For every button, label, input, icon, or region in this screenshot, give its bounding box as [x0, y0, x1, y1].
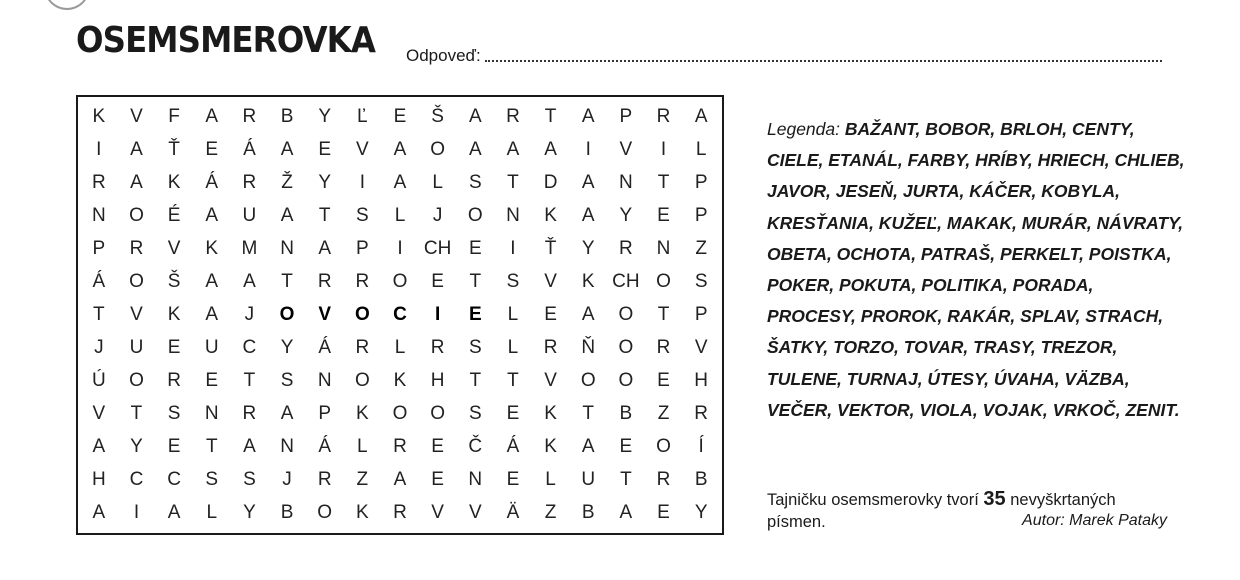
- grid-cell[interactable]: E: [205, 369, 219, 391]
- grid-cell[interactable]: A: [506, 139, 520, 161]
- grid-cell[interactable]: É: [167, 205, 181, 227]
- corner-decoration: [44, 0, 90, 10]
- grid-cell[interactable]: K: [581, 271, 595, 293]
- grid-cell[interactable]: O: [279, 303, 295, 325]
- grid-cell[interactable]: L: [507, 336, 519, 358]
- grid-cell[interactable]: R: [393, 501, 407, 523]
- grid-cell[interactable]: O: [129, 205, 144, 227]
- grid-cell[interactable]: Y: [318, 172, 332, 194]
- grid-cell[interactable]: R: [355, 336, 370, 358]
- legend-label: Legenda:: [767, 119, 840, 139]
- grid-cell[interactable]: Y: [619, 205, 633, 227]
- grid-cell[interactable]: R: [317, 271, 332, 293]
- grid-cell[interactable]: V: [130, 106, 143, 128]
- footer-count: 35: [983, 488, 1006, 510]
- grid-cell[interactable]: S: [243, 468, 256, 490]
- grid-cell[interactable]: V: [694, 336, 708, 358]
- grid-cell[interactable]: A: [581, 205, 595, 227]
- grid-cell[interactable]: P: [694, 205, 708, 227]
- grid-cell[interactable]: I: [435, 303, 441, 325]
- grid-cell[interactable]: A: [318, 238, 332, 260]
- grid-cell[interactable]: A: [243, 435, 256, 457]
- grid-cell[interactable]: A: [243, 271, 256, 293]
- grid-cell[interactable]: U: [204, 336, 219, 358]
- grid-cell[interactable]: N: [656, 238, 671, 260]
- grid-cell[interactable]: Ž: [281, 172, 293, 194]
- letter-grid: [76, 95, 724, 535]
- grid-cell[interactable]: S: [694, 271, 708, 293]
- grid-cell[interactable]: O: [129, 369, 144, 391]
- grid-cell[interactable]: Y: [130, 435, 143, 457]
- grid-cell[interactable]: I: [397, 238, 403, 260]
- grid-cell[interactable]: A: [581, 172, 595, 194]
- grid-cell[interactable]: R: [393, 435, 407, 457]
- grid-cell[interactable]: Z: [356, 468, 369, 490]
- grid-cell[interactable]: O: [129, 271, 144, 293]
- grid-cell[interactable]: R: [317, 468, 332, 490]
- grid-cell[interactable]: A: [468, 139, 482, 161]
- grid-cell[interactable]: O: [618, 303, 634, 325]
- grid-cell[interactable]: O: [317, 501, 333, 523]
- grid-cell[interactable]: E: [657, 369, 670, 391]
- footer-text-after: nevyškrtaných písmen.: [767, 491, 1116, 531]
- grid-cell[interactable]: K: [393, 369, 407, 391]
- grid-cell[interactable]: O: [430, 139, 446, 161]
- grid-cell[interactable]: O: [392, 402, 408, 424]
- grid-cell[interactable]: A: [167, 501, 181, 523]
- grid-cell[interactable]: R: [242, 402, 257, 424]
- grid-cell[interactable]: B: [619, 402, 633, 424]
- grid-cell[interactable]: I: [133, 501, 140, 523]
- grid-cell[interactable]: L: [695, 139, 707, 161]
- grid-cell[interactable]: CH: [612, 271, 640, 293]
- grid-cell[interactable]: N: [280, 238, 294, 260]
- grid-cell[interactable]: O: [618, 336, 634, 358]
- grid-cell[interactable]: K: [92, 106, 106, 128]
- grid-cell[interactable]: Z: [544, 501, 557, 523]
- grid-cell[interactable]: E: [657, 501, 670, 523]
- grid-cell[interactable]: H: [91, 468, 106, 490]
- grid-cell[interactable]: A: [280, 139, 294, 161]
- grid-cell[interactable]: K: [167, 303, 181, 325]
- grid-cell[interactable]: A: [205, 303, 219, 325]
- grid-cell[interactable]: L: [394, 336, 406, 358]
- grid-cell[interactable]: R: [129, 238, 144, 260]
- grid-cell[interactable]: A: [205, 205, 219, 227]
- grid-cell[interactable]: Y: [280, 336, 294, 358]
- grid-cell[interactable]: B: [694, 468, 708, 490]
- grid-cell[interactable]: J: [244, 303, 255, 325]
- grid-cell[interactable]: P: [92, 238, 106, 260]
- grid-cell[interactable]: A: [581, 435, 595, 457]
- grid-cell[interactable]: V: [167, 238, 181, 260]
- grid-cell[interactable]: T: [93, 303, 105, 325]
- grid-cell[interactable]: R: [355, 271, 370, 293]
- grid-cell[interactable]: C: [393, 303, 407, 325]
- grid-cell[interactable]: A: [130, 172, 143, 194]
- grid-cell[interactable]: E: [318, 139, 332, 161]
- grid-cell[interactable]: O: [354, 303, 370, 325]
- grid-cell[interactable]: R: [656, 468, 671, 490]
- grid-cell[interactable]: K: [356, 402, 369, 424]
- grid-cell[interactable]: P: [694, 303, 708, 325]
- grid-cell[interactable]: B: [280, 501, 294, 523]
- grid-cell[interactable]: S: [167, 402, 181, 424]
- grid-cell[interactable]: E: [506, 402, 520, 424]
- grid-cell[interactable]: Ť: [168, 139, 180, 161]
- grid-cell[interactable]: T: [657, 172, 670, 194]
- grid-cell[interactable]: S: [205, 468, 219, 490]
- grid-cell[interactable]: E: [431, 271, 444, 293]
- grid-cell[interactable]: E: [506, 468, 520, 490]
- grid-cell[interactable]: O: [656, 435, 671, 457]
- grid-cell[interactable]: Z: [695, 238, 707, 260]
- grid-cell[interactable]: K: [544, 205, 557, 227]
- grid-cell[interactable]: O: [656, 271, 671, 293]
- grid-cell[interactable]: O: [580, 369, 596, 391]
- grid-cell[interactable]: T: [582, 402, 595, 424]
- grid-cell[interactable]: A: [205, 106, 219, 128]
- grid-cell[interactable]: O: [392, 271, 408, 293]
- grid-cell[interactable]: E: [167, 336, 181, 358]
- grid-cell[interactable]: E: [431, 468, 444, 490]
- grid-cell[interactable]: R: [543, 336, 558, 358]
- grid-cell[interactable]: E: [393, 106, 407, 128]
- grid-cell[interactable]: Ň: [581, 336, 596, 358]
- grid-cell[interactable]: J: [282, 468, 292, 490]
- grid-cell[interactable]: A: [581, 106, 595, 128]
- grid-cell[interactable]: Á: [205, 172, 219, 194]
- grid-cell[interactable]: S: [506, 271, 520, 293]
- grid-cell[interactable]: T: [205, 435, 218, 457]
- grid-cell[interactable]: O: [430, 402, 446, 424]
- grid-cell[interactable]: L: [545, 468, 556, 490]
- grid-cell[interactable]: V: [356, 139, 369, 161]
- grid-cell[interactable]: A: [619, 501, 633, 523]
- grid-cell[interactable]: T: [243, 369, 256, 391]
- grid-cell[interactable]: K: [356, 501, 369, 523]
- grid-cell[interactable]: CH: [423, 238, 452, 260]
- grid-cell[interactable]: A: [694, 106, 708, 128]
- answer-label: Odpoveď:: [406, 46, 481, 65]
- grid-cell[interactable]: R: [91, 172, 106, 194]
- grid-cell[interactable]: A: [280, 402, 294, 424]
- grid-cell[interactable]: C: [242, 336, 257, 358]
- grid-cell[interactable]: E: [544, 303, 557, 325]
- answer-line[interactable]: [406, 46, 1162, 66]
- grid-cell[interactable]: O: [618, 369, 634, 391]
- author-credit: Autor: Marek Pataky: [1022, 512, 1167, 529]
- grid-cell[interactable]: L: [206, 501, 218, 523]
- grid-cell[interactable]: E: [468, 303, 482, 325]
- grid-cell[interactable]: K: [544, 435, 557, 457]
- grid-cell[interactable]: P: [694, 172, 708, 194]
- grid-cell[interactable]: O: [354, 369, 370, 391]
- grid-cell[interactable]: I: [510, 238, 516, 260]
- grid-cell[interactable]: Á: [506, 435, 520, 457]
- grid-cell[interactable]: T: [130, 402, 143, 424]
- grid-cell[interactable]: P: [318, 402, 332, 424]
- grid-cell[interactable]: Ú: [91, 369, 106, 391]
- grid-cell[interactable]: U: [242, 205, 257, 227]
- footer-text-before: Tajničku osemsmerovky tvorí: [767, 491, 979, 509]
- grid-cell[interactable]: R: [242, 106, 257, 128]
- grid-cell[interactable]: Ľ: [357, 106, 368, 128]
- grid-cell[interactable]: M: [241, 238, 258, 260]
- grid-cell[interactable]: E: [431, 435, 444, 457]
- grid-cell[interactable]: Ä: [506, 501, 520, 523]
- grid-cell[interactable]: A: [92, 435, 106, 457]
- grid-cell[interactable]: A: [468, 106, 482, 128]
- grid-cell[interactable]: I: [660, 139, 667, 161]
- grid-cell[interactable]: A: [393, 139, 407, 161]
- grid-cell[interactable]: V: [431, 501, 444, 523]
- grid-cell[interactable]: E: [657, 205, 670, 227]
- grid-cell[interactable]: V: [92, 402, 106, 424]
- grid-cell[interactable]: H: [430, 369, 445, 391]
- grid-cell[interactable]: K: [205, 238, 219, 260]
- grid-cell[interactable]: R: [656, 336, 671, 358]
- grid-cell[interactable]: E: [167, 435, 181, 457]
- grid-cell[interactable]: Y: [581, 238, 595, 260]
- grid-cell[interactable]: T: [620, 468, 632, 490]
- grid-cell[interactable]: L: [507, 303, 519, 325]
- grid-cell[interactable]: V: [544, 271, 557, 293]
- grid-cell[interactable]: U: [129, 336, 144, 358]
- grid-cell[interactable]: N: [506, 205, 520, 227]
- grid-cell[interactable]: S: [356, 205, 369, 227]
- grid-cell[interactable]: A: [393, 468, 407, 490]
- grid-cell[interactable]: E: [619, 435, 633, 457]
- grid-cell[interactable]: B: [280, 106, 294, 128]
- grid-cell[interactable]: R: [242, 172, 257, 194]
- grid-cell[interactable]: N: [91, 205, 106, 227]
- grid-cell[interactable]: T: [544, 106, 557, 128]
- grid-cell[interactable]: D: [543, 172, 558, 194]
- grid-cell[interactable]: Ť: [544, 238, 557, 260]
- grid-cell[interactable]: Á: [92, 271, 106, 293]
- grid-cell[interactable]: N: [280, 435, 294, 457]
- grid-cell[interactable]: T: [507, 172, 519, 194]
- grid-cell[interactable]: A: [130, 139, 143, 161]
- grid-cell[interactable]: C: [129, 468, 144, 490]
- grid-cell[interactable]: J: [432, 205, 443, 227]
- grid-cell[interactable]: H: [694, 369, 709, 391]
- grid-cell[interactable]: A: [205, 271, 219, 293]
- grid-cell[interactable]: T: [469, 369, 482, 391]
- legend-words: BAŽANT, BOBOR, BRLOH, CENTY, CIELE, ETANÁL, FARBY, HRÍBY, HRIECH, CHLIEB, JAVOR, JESEŇ, JURTA, KÁČER, KOBYLA, KRESŤANIA, KUŽEĽ, MAKAK, MURÁR, NÁVRATY, OBETA, OCHOTA, PATRAŠ, PERKELT, POISTKA, POKER, POKUTA, POLITIKA, PORADA, PROCESY, PROROK, RAKÁR, SPLAV, STRACH, ŠATKY, TORZO, TOVAR, TRASY, TREZOR, TULENE, TURNAJ, ÚTESY, ÚVAHA, VÄZBA, VEČER, VEKTOR, VIOLA, VOJAK, VRKOČ, ZENIT.: [767, 119, 1185, 420]
- grid-cell[interactable]: S: [280, 369, 294, 391]
- grid-cell[interactable]: F: [168, 106, 180, 128]
- grid-cell[interactable]: Š: [431, 106, 444, 128]
- grid-cell[interactable]: N: [619, 172, 633, 194]
- legend: [767, 114, 1187, 426]
- grid-cell[interactable]: A: [280, 205, 294, 227]
- grid-cell[interactable]: R: [694, 402, 709, 424]
- grid-cell[interactable]: R: [656, 106, 671, 128]
- grid-cell[interactable]: T: [318, 205, 331, 227]
- grid-cell[interactable]: P: [619, 106, 633, 128]
- grid-cell[interactable]: U: [581, 468, 596, 490]
- grid-cell[interactable]: Y: [694, 501, 708, 523]
- grid-cell[interactable]: N: [317, 369, 332, 391]
- grid-cell[interactable]: K: [544, 402, 557, 424]
- grid-cell[interactable]: A: [393, 172, 407, 194]
- grid-cell[interactable]: Á: [243, 139, 256, 161]
- grid-cell[interactable]: T: [469, 271, 482, 293]
- grid-cell[interactable]: R: [506, 106, 520, 128]
- grid-cell[interactable]: R: [619, 238, 633, 260]
- grid-cell[interactable]: R: [167, 369, 181, 391]
- grid-cell[interactable]: L: [394, 205, 406, 227]
- answer-dots[interactable]: [485, 60, 1162, 62]
- grid-cell[interactable]: A: [92, 501, 106, 523]
- grid-cell[interactable]: Č: [468, 435, 483, 457]
- grid-cell[interactable]: A: [581, 303, 595, 325]
- grid-cell[interactable]: T: [281, 271, 293, 293]
- grid-cell[interactable]: Y: [318, 106, 332, 128]
- grid-cell[interactable]: T: [657, 303, 670, 325]
- grid-cell[interactable]: I: [359, 172, 365, 194]
- grid-cell[interactable]: Š: [167, 271, 181, 293]
- grid-cell[interactable]: R: [430, 336, 445, 358]
- grid-cell[interactable]: P: [356, 238, 369, 260]
- grid-cell[interactable]: V: [318, 303, 332, 325]
- grid-cell[interactable]: N: [204, 402, 219, 424]
- grid-cell[interactable]: J: [94, 336, 104, 358]
- puzzle-title: OSEMSMEROVKA: [76, 20, 376, 61]
- grid-cell[interactable]: Í: [698, 435, 704, 457]
- grid-cell[interactable]: E: [205, 139, 219, 161]
- grid-cell[interactable]: Á: [318, 435, 332, 457]
- grid-cell[interactable]: B: [581, 501, 595, 523]
- grid-cell[interactable]: C: [167, 468, 181, 490]
- grid-cell[interactable]: K: [167, 172, 181, 194]
- grid-cell[interactable]: S: [468, 402, 482, 424]
- footer: [767, 488, 1167, 533]
- grid-cell[interactable]: A: [544, 139, 557, 161]
- grid-cell[interactable]: E: [468, 238, 482, 260]
- grid-cell[interactable]: Á: [318, 336, 332, 358]
- grid-cell[interactable]: T: [507, 369, 519, 391]
- grid-cell[interactable]: S: [468, 336, 482, 358]
- grid-cell[interactable]: I: [585, 139, 591, 161]
- grid-cell[interactable]: O: [467, 205, 483, 227]
- grid-cell[interactable]: V: [619, 139, 633, 161]
- grid-cell[interactable]: N: [468, 468, 483, 490]
- grid-cell[interactable]: V: [544, 369, 557, 391]
- grid-cell[interactable]: V: [130, 303, 143, 325]
- grid-cell[interactable]: S: [468, 172, 482, 194]
- grid-cell[interactable]: L: [432, 172, 443, 194]
- grid-cell[interactable]: Y: [243, 501, 256, 523]
- grid-cell[interactable]: V: [468, 501, 482, 523]
- grid-cell[interactable]: I: [96, 139, 102, 161]
- grid-cell[interactable]: Z: [657, 402, 670, 424]
- grid-cell[interactable]: L: [357, 435, 368, 457]
